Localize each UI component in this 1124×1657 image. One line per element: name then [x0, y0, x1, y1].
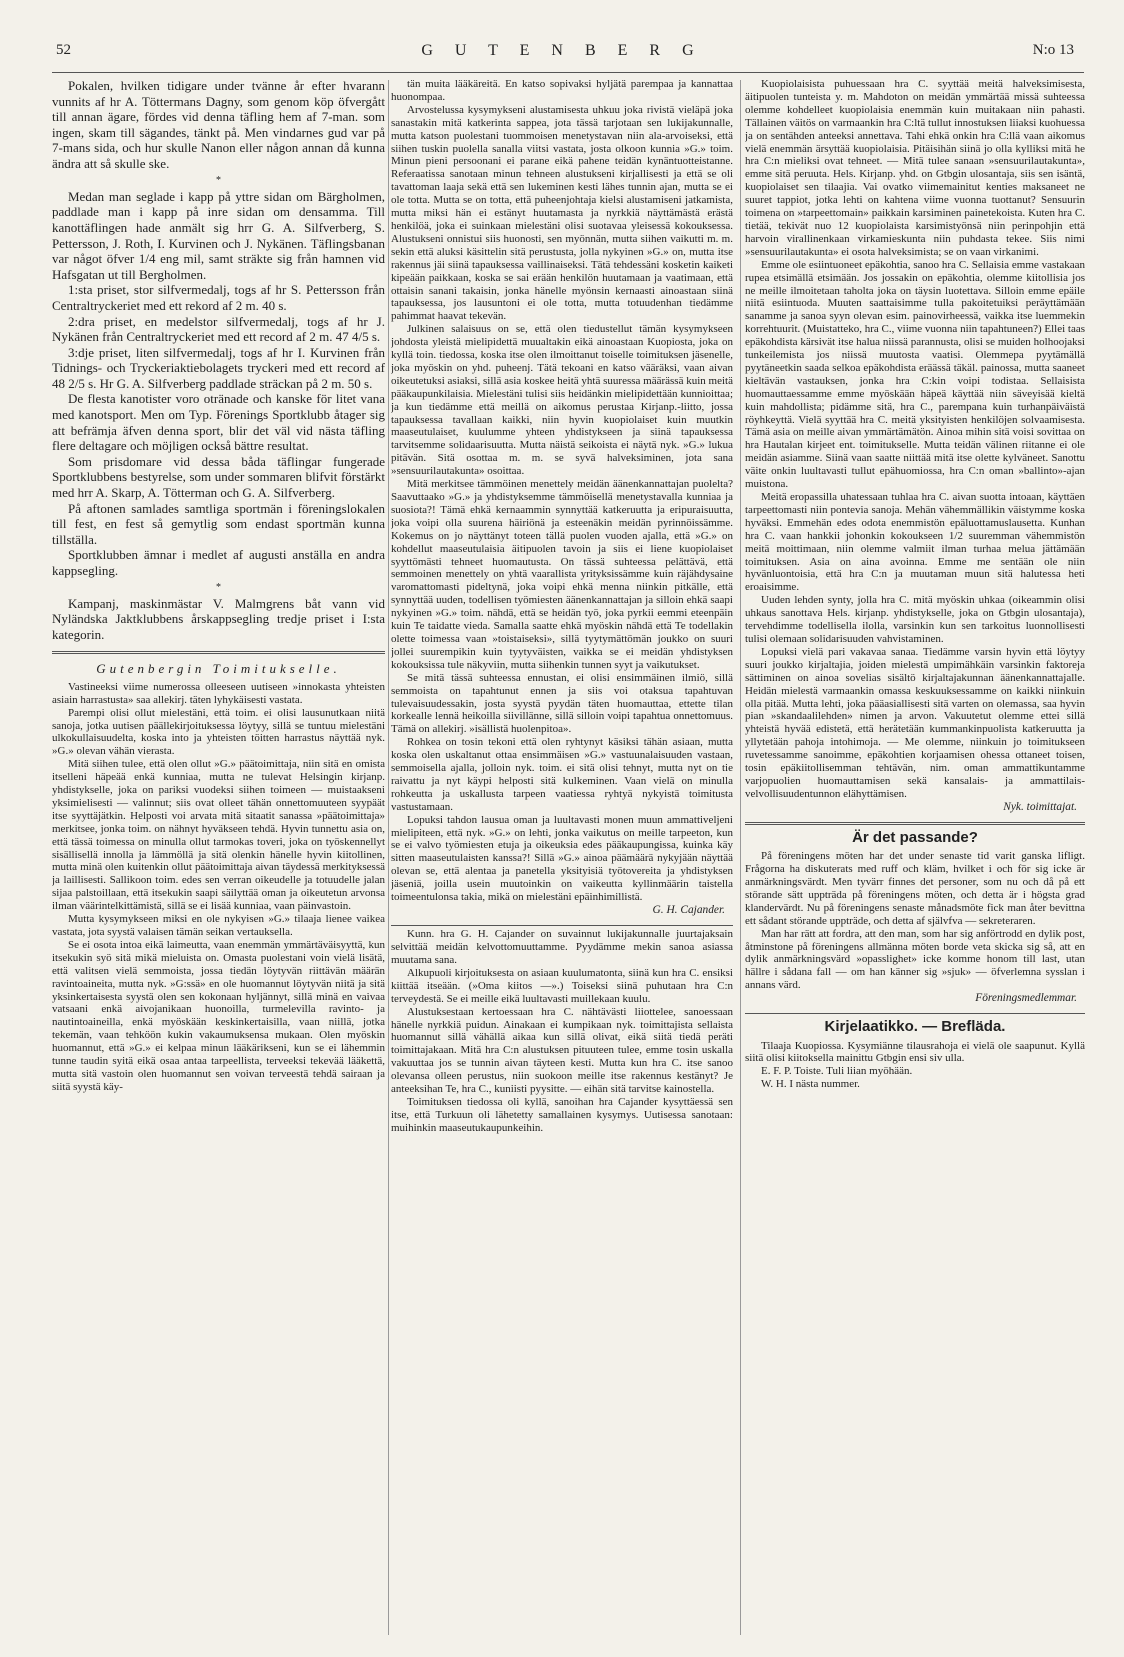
section-rule — [391, 925, 733, 926]
section-star: * — [216, 174, 221, 186]
paragraph: Vastineeksi viime numerossa olleeseen uutiseen »innokasta yhteisten asiain harrastusta» saa allekirj. täten lyhykäisesti vastata. — [52, 680, 385, 706]
paragraph: Alkupuoli kirjoituksesta on asiaan kuulumatonta, siinä kun hra C. ensiksi kiittää itseään. (»Oma kiitos —».) Toiseksi siinä puhutaan hra C:n terveydestä. Se ei meille eikä luultavasti muillekaan kuulu. — [391, 966, 733, 1005]
paragraph: Alustuksestaan kertoessaan hra C. nähtävästi liiottelee, sanoessaan hänelle nyrkkiä puidun. Ainakaan ei kumpikaan nyk. toimittajista sellaista huomannut sillä vähällä aikaa kun sillä olivat, eikä siitä tiedä peräti toimittajakaan. Mitä hra C:n alustuksen pituuteen tulee, emme tosin uskalla vakuuttaa jos se tunnin aivan täyteen kesti. Mutta kun hra C. itse sanoo olevansa olleen perustus, niin suokoon meille itse rakennus kestänyt? Je anteeksihan Te, hra C., kuniisti pyysitte. — eihän sitä tarvitse kainostella. — [391, 1005, 733, 1096]
signature: Föreningsmedlemmar. — [975, 992, 1077, 1005]
paragraph: Sportklubben ämnar i medlet af augusti anställa en andra kappsegling. — [52, 547, 385, 579]
column-divider — [388, 80, 389, 1635]
paragraph: Parempi olisi ollut mielestäni, että toim. ei olisi lausunutkaan niitä sanoja, jotka uutisen päällekirjoituksessa löytyy, sillä se tuntuu mielestäni ulkokullaisuudelta, koska into ja yhteisten töitten harrastus näyttää nyk. »G.» olevan vähän vierasta. — [52, 706, 385, 758]
paragraph: 1:sta priset, stor silfvermedalj, togs af hr S. Pettersson från Centraltryckeriet med ett rekord af 2 m. 40 s. — [52, 282, 385, 313]
paragraph: Uuden lehden synty, jolla hra C. mitä myöskin uhkaa (oikeammin olisi uhkaus sanottava Hels. kirjanp. yhdistykselle, joka on Gtbgin ulosantaja), tervehdimme todellisella ilolla, varsinkin kun sen tarkoitus luonnollisesti tulisi olemaan solidarisuuden vahvistaminen. — [745, 594, 1085, 645]
column-2 — [391, 78, 733, 1638]
paragraph: 2:dra priset, en medelstor silfvermedalj, togs af hr J. Nykänen från Centraltryckeriet med ett record af 2 m. 47 4/5 s. — [52, 313, 385, 345]
paragraph: 3:dje priset, liten silfvermedalj, togs af hr I. Kurvinen från Tidnings- och Tryckeriaktiebolagets tryckeri med ett record af 48 2/5 s. Hr G. A. Silfverberg paddlade sträckan på 2 m. 50 s. — [52, 344, 385, 391]
paragraph: Pokalen, hvilken tidigare under tvänne år efter hvarann vunnits af hr A. Töttermans Dagny, som genom köp öfvergått till annan ägare, fördes vid denna täfling hem af 7-man. som ingen, skam till sägandes, tänkt på. Men vindarnes gud var på 7-mans sida, och hur skulle Nanon eller någon annan då kunna ändra att så skulle ske. — [52, 78, 385, 171]
mailbox-entry: W. H. I nästa nummer. — [761, 1078, 860, 1091]
paragraph: På föreningens möten har det under senaste tid varit ganska lifligt. Frågorna ha diskuterats med ruff och kläm, hvilket i och för sig icke är anmärkningsvärdt. Men tyvärr finnes det personer, som nu och då på ett störande sätt uppträda på föreningens möten, och detta är i högsta grad klandervärdt. Nu på föreningens senaste månadsmöte fick man åter bevittna ett sådant störande uppträde, och detta af självfva — sekreteraren. — [745, 850, 1085, 927]
column-3 — [745, 78, 1085, 1638]
paragraph: Kampanj, maskinmästar V. Malmgrens båt vann vid Nyländska Jaktklubbens årskappsegling tredje priset i I:sta kategorin. — [52, 595, 385, 642]
section-rule — [52, 651, 385, 654]
section-heading: Kirjelaatikko. — Brefläda. — [824, 1018, 1006, 1036]
page-number: 52 — [56, 42, 71, 58]
paragraph: Se ei osota intoa eikä laimeutta, vaan enemmän ymmärtäväisyyttä, kun itsekukin syö sitä mikä mieluista on. Omasta puolestani voin vielä lisätä, että valitsen vielä semmoista, jossa tiedän löytyvän riittävän määrän ravintoaineita, mutta nyk. »G:ssä» en ole huomannut löytyvän niitä ja sitä yksinkertaisesta syystä olen sen kokonaan hyljännyt, sillä minä en vaivaa vatsaani enkä aivojanikaan huonoilla, turmelevilla ravinto- ja nautintoaineilla, enkä myöskään keskinkertaisilla, vaan niillä, jotka tekemän, vaan tehköön kukin vakaumuksensa mukaan. Olen myöskin huomannut, että »G.» ei kelpaa minun lääkärikseni, kun se ei lähemmin tunne taudin syitä eikä osaa antaa tarpeellista, terveeksi tekevää lääkettä, mutta sitä vastoin olen huomannut sen voivan terveestä tehdä sairaan ja siitä syystä käy- — [52, 938, 385, 1093]
paragraph: De flesta kanotister voro otränade och kanske för litet vana med kanotsport. Men om Typ. Förenings Sportklubb åtager sig att befrämja äfven denna sport, blir det väl vid nästa täfling flere deltagare och möjligen också bättre resultat. — [52, 391, 385, 454]
paragraph: Kuopiolaisista puhuessaan hra C. syyttää meitä halveksimisesta, äitipuolen tunteista y. m. Mahdoton on meidän ymmärtää missä suhteessa olemme kohdelleet kuopiolaisia enemmän kuin muitakaan niin pahasti. Tällainen väitös on varmaankin hra C:ltä tullut innostuksen liiaksi kuohuessa ja on sentähden anteeksi annettava. Tahi ehkä onkin hra C:llä vaan aikomus vielä enemmän ärsyttää kuopiolaisia. Pitäisihän siinä jo olla kylliksi mitä he hra C:n mieliksi ovat tehneet. — Mitä tulee sanaan »sensuurilautakunta», emme sitä peruuta. Hels. Kirjanp. yhd. on Gtbgin ulosantaja, siis sen isäntä, kuopiolaiset sen tilaajia. Vai ovatko viimemainitut kenties maksaneet ne suuret tappiot, jotka lehti on kahtena viime vuonna tuottanut? Sensuurin toimena on »tarpeettomain» paikkain karsiminen painetekoista. Kuten hra C. tietää, tekivät nuo 12 kuopiolaista karsimistyönsä niin perinpohjin että harvoin virallinenkaan virkamieskunta niin puhdasta tekee. Siis nimi »sensuurilautakunta» ei osota halveksimista; se on vaan virkanimi. — [745, 78, 1085, 258]
paragraph: Mutta kysymykseen miksi en ole nykyisen »G.» tilaaja lienee vaikea vastata, jota syystä valaisen tämän seikan vertauksella. — [52, 913, 385, 939]
signature: Nyk. toimittajat. — [1003, 800, 1077, 813]
paragraph: Lopuksi tahdon lausua oman ja luultavasti monen muun ammattiveljeni mielipiteen, että nyk. »G.» on lehti, jonka vaikutus on meille tarpeeton, kun se ei valvo työmiesten etuja ja oikeuksia edes pääkaupungissa, kuinka käy sitten maaseutulaisten kanssa?! Sillä »G.» ainoa päämäärä nykyjään näyttää olevan se, että alentaa ja panetella yksityisiä työtovereita ja yhdistyksen jäseniä, joilla usein muutoinkin on vaikeutta kyllinmäärin taistella toimeentulonsa takia, mikä on mielestäni epäinhimillistä. — [391, 813, 733, 904]
paragraph: tän muita lääkäreitä. En katso sopivaksi hyljätä parempaa ja kannattaa huonompaa. — [391, 78, 733, 103]
column-divider — [740, 80, 741, 1635]
paragraph: Julkinen salaisuus on se, että olen tiedustellut tämän kysymykseen johdosta yleistä mielipidettä muualtakin eikä ainoastaan Kuopiosta, joka on kyllä toin. tiedossa, koska itse olen ilmoittanut toiselle toimituksen jäsenelle, joka myöskin on yhd. puheenj. Tätä tekoani en katso vääräksi, vaan aivan oikeutetuksi asiaksi, sillä asia koskee heitä yhtä suuressa määrässä kuin meitä pääkaupunkilaisia. Mielestäni tulisi siis heidänkin mielipidettään kunnioittaa; ja kun tiedämme että meillä on aikomus perustaa Kirjanp.-liitto, jossa tapauksessa tavallaan kaikki, niin hyvin kuopiolaiset kuin muutkin maaseutulaiset, kuulumme yhteen yhdistykseen ja siinä tapauksessa tarvitsemme solidaarisuutta. Mutta näistä seikoista ei näytä nyk. »G.» lukua pitävän. Sitä osottaa m. m. se syvä halveksiminen, jota sana »sensuurilautakunta» osoittaa. — [391, 323, 733, 478]
masthead-title: G U T E N B E R G — [421, 42, 703, 59]
paragraph: Arvostelussa kysymykseni alustamisesta uhkuu joka rivistä vieläpä joka sanastakin mitä katkerinta sappea, jota tässä tarjotaan sen lukijakunnalle, mutta katson puolestani tuommoisen menetystavan niin ala-arvoiseksi, että siihen tuskin puolella sanalla viitsi vastata, josta olkoon kunnia »G.» toim. Minun pieni persoonani ei parane eikä pahene teidän kynäntuotteistanne. Referaatissa sanotaan minun tehneen alustukseni kirjallisesti ja että se oli tavattoman laaja sekä että sen lukeminen kesti lähes tunnin ajan, mutta se ei ole totta. Mutta se on totta, että puheenjohtaja kielsi alustamiseni jatkamista, mutta miksi hän ei estänyt huutamasta ja nyrkkiä näyttämästä erästä henkilöä, joka ei suinkaan mielestäni olisi suotavaa yleisessä kokouksessa. Alustukseni onnistui siis huonosti, sen myönnän, mutta siihen vaikutti m. m. sekin että aluksi käsittelin sitä perustusta, jolla nykyinen »G.» on, mutta itse rakennus jäi siinä tapauksessa vaillinaiseksi. Tätä tehdessäni kosketin kaiketi kipeään paikkaan, koska se sai erään henkilön huutamaan ja vaatimaan, että ottaisin sanani takaisin, jonka hänelle myönsin kernaasti ainoastaan siinä tapauksessa, jos lausuntoni ei ole totta, mutta totuudenhan tiedämme pahimmat haavat tekevän. — [391, 103, 733, 323]
issue-number: N:o 13 — [1032, 42, 1074, 58]
section-heading: Är det passande? — [852, 828, 978, 846]
paragraph: Som prisdomare vid dessa båda täflingar fungerade Sportklubbens bestyrelse, som under sommaren blifvit förstärkt med hrr A. Skarp, A. Tötterman och G. A. Silfverberg. — [52, 453, 385, 501]
section-star: * — [216, 581, 221, 593]
paragraph: Medan man seglade i kapp på yttre sidan om Bärgholmen, paddlade man i kapp på inre sidan om densamma. Till kanottäflingen hade anmält sig hrr G. A. Silfverberg, S. Pettersson, J. Roth, I. Kurvinen och J. Nykänen. Täflingsbanan var något öfver 1/4 eng mil, samt sträkte sig från hamnen vid Hafsgatan ut till Bergholmen. — [52, 188, 385, 282]
paragraph: Mitä siihen tulee, että olen ollut »G.» päätoimittaja, niin sitä en omista itselleni häpeää enkä kunniaa, mutta ne tulevat Helsingin kirjanp. yhdistykselle, joka on pariksi vuodeksi siihen toimeen — muistaakseni yksimielisesti — valinnut; siis ovat olleet tähän onnettomuuteen syypäät itse syyttäjätkin. Helposti voi arvata mitä sitaatit sanassa »päätoimittaja» merkitsee, jonka toim. on nähnyt hyväkseen tehdä. Hyvin tunnettu asia on, että tässä toimessa on minulla ollut tarmokas toveri, joka on työskennellyt sisällisellä innolla ja lämmöllä ja sitä olenkin hänelle hyvin kiitollinen, mutta minä olen kuitenkin ollut päätoimittaja aivan täydessä merkityksessä ja laillisesti. Sallikoon toim. edes sen verran oikeudelle ja totuudelle jalan sijaa palstoillaan, että itsekukin saapi säilyttää oman ja oikeutetun arvonsa ilman väärintelkittämistä, sillä se ei lisää kunniaa, vaan päinvastoin. — [52, 758, 385, 913]
signature: G. H. Cajander. — [652, 904, 725, 916]
paragraph: Lopuksi vielä pari vakavaa sanaa. Tiedämme varsin hyvin että löytyy suuri joukko kirjaltajia, joiden mielestä umpimähkäin varsinkin faktoreja sättiminen on ainoa sovelias sisältö kirjaltajakunnan äänenkannattajalle. Heidän mielestä varmaankin omassa keskuuksessamme on kaikki niinkuin olla pitää. Mutta lehti, joka pääasiallisesti sitä varten on olemassa, saa hyvin pian »skandaalilehden» nimen ja arvon. Vakuutetut olemme ettei sillä yhteistä hyvää edistetä, että herätetään kummankinpuolista katkeruutta ja yllytetään pahoja intohimoja. — Me olemme, niinkuin jo toimitukseen ruvetessamme sanoimme, epäkohtien korjaamisen ohessa ottaneet toisen, tosin epäkiitollisemman tehtävän, nim. oman ammattikuntamme varjopuolien huomauttamisen sekä kansalais- ja ammattilais-velvollisuudentunnon elähyttämisen. — [745, 645, 1085, 800]
paragraph: Meitä eropassilla uhatessaan tuhlaa hra C. aivan suotta intoaan, käyttäen tarpeettomasti niin pontevia sanoja. Mehän vähemmällikin väistymme koska hyväksi. Emmehän edes odota enemmistön epäluottamuslausetta. Kunhan hra C. vaan hankkii johonkin kokoukseen 1/2 suuremman vähemmistön meitä moittimaan, niin olemme valmiit ilman turhaa melua jättämään toimituksen. Asia on aina avoinna. Emme me sentään ole niin hyvänluontoisia, että hra C:n ja muutaman muun sitä halutessa heti eroaisimme. — [745, 491, 1085, 594]
mailbox-entry: E. F. P. Toiste. Tuli liian myöhään. — [761, 1065, 913, 1078]
section-rule — [745, 1013, 1085, 1014]
column-1 — [52, 78, 385, 1638]
section-heading: Gutenbergin Toimitukselle. — [96, 660, 341, 676]
paragraph: Kunn. hra G. H. Cajander on suvainnut lukijakunnalle juurtajaksain selvittää meidän kelvottomuuttamme. Pyydämme mekin sanoa asiassa muutama sana. — [391, 928, 733, 967]
paragraph: Man har rätt att fordra, att den man, som har sig anförtrodd en dylik post, åtminstone på föreningens allmänna möten borde veta skicka sig så, att en dylik anmärkningsvärd »opasslighet» icke komme honom till last, utan hällre i sådana fall — om han känner sig »sjuk» — öfverlemna sysslan i annans värd. — [745, 927, 1085, 992]
section-rule — [745, 822, 1085, 825]
paragraph: Toimituksen tiedossa oli kyllä, sanoihan hra Cajander kysyttäessä sen itse, että Turkuun oli lähetetty samallainen kysymys. Uutisessa sanotaan: muihinkin maaseutukaupunkeihin. — [391, 1095, 733, 1134]
paragraph: Mitä merkitsee tämmöinen menettely meidän äänenkannattajan puolelta? Saavuttaako »G.» ja yhdistyksemme tämmöisellä menetystavalla kunniaa ja suosiota?! Tämä ehkä kernaammin synnyttää katkeruutta ja eripuraisuutta, joka voipi olla suurena häiriönä ja esteenäkin meidän pyrinnöissämme. Kokemus on jo näyttänyt toteen tällä puolen vuoden ajalla, että »G.» on kohdellut maaseutulaisia äitipuolen tavoin ja siis ei liene kuopiolaiset syyttömästi tehneet huomautusta. On tässä suhteessa pelättävä, että semmoinen menettely on yhtä vaarallista yrityksissämme kuin räjähdysaine varomattomasti pideltynä, joka voipi ehkä menna niinkin pitkälle, että synnyttää uuden, todellisen työmiesten äänenkannattajan ja silloin ehkä saapi nykyinen »G.» toim. nähdä, että se heidän työ, joka pyrkii eemmi eteenpäin kuin Te taidatte vieda. Samalla saatte ehkä myöskin nähdä että Te todellakin olette toimessa vaan »toistaiseksi», sillä tyytymättömän joukko on suuri jollei suurempikin kuin tyytyväisten, vaikka se ei meidän yhdistyksen kokouksissa tule näkyviin, mutta siihenkin tunnen syyt ja vaikutukset. — [391, 478, 733, 671]
mailbox-entry: Tilaaja Kuopiossa. Kysymiänne tilausrahoja ei vielä ole saapunut. Kyllä siitä olisi kiitoksella mainittu Gtbgin ensi siv ulla. — [745, 1039, 1085, 1065]
paragraph: Se mitä tässä suhteessa ennustan, ei olisi ensimmäinen ilmiö, sillä semmoista on tapahtunut ennen ja siis voi otaksua tapahtuvan tulevaisuudessakin, josta syystä pyydän täten huomauttaa, ettette tilan korkealle lennä heikoilla siivillänne, sillä silloin voipi tapahtua onnettomuus. Tämä on allekirj. »isällistä huolenpitoa». — [391, 671, 733, 736]
paragraph: På aftonen samlades samtliga sportmän i föreningslokalen till fest, en fest så gemytlig som endast sportmän kunna tillställa. — [52, 500, 385, 547]
paragraph: Rohkea on tosin tekoni että olen ryhtynyt käsiksi tähän asiaan, mutta koska olen uskaltanut ottaa ensimmäisen »G.» vastuunalaisuuden vastaan, semmoisella ajalla, jolloin nyk. toim. ei sitä olisi tehnyt, mutta nyt on tie raivattu ja nyt käypi helposti sitä kulkeminen. Vaan vielä on minulla rohkeutta ja uskallusta tarpeen vaatiessa ryhtyä nykyistä toimitusta vastustamaan. — [391, 736, 733, 813]
paragraph: Emme ole esiintuoneet epäkohtia, sanoo hra C. Sellaisia emme vastakaan rupea etsimällä etsimään. Jos jossakin on epäkohtia, olemme kiitollisia jos ne meille ilmoitetaan taholta joka on täysin luotettava. Silloin emme epäile niitä esiintuoda. Muuten saattaisimme tulla pakoitetuiksi peräyttämään sanamme ja sanoa syyn olevan esim. painovirheessä, vaikka itse luemmekin korrehtuurit. (Muistatteko, hra C., viime vuonna niin tapahtuneen?) Ellei taas epäkohdista kärsivät itse halua niissä parannusta, olisi se muiden holhoojaksi tunkeilemista jos niissä muutosta vaatisi. Olemmepa pyytämällä pyytäneetkin saada selkoa epäkohdista eräässä täkäl. painossa, mutta saaneet kieltävän vastauksen, jonka hra C:kin voipi todistaa. Sellaisista huomauttaessamme emme myöskään häpeä käyttää niin säveyisää kieltä kuin mahdollista; pidämme sitä, hra C., parempana kuin turhanpäiväistä röyhkeyttä. Vielä syyttää hra C. meitä yksityisten henkilöjen solvaamisesta. Tämä asia on meille aivan ymmärtämätön. Ainoa mihin sitä voisi sovittaa on hra Hautalan kirjeet ent. toimitukselle. Mutta teidän välinen riitanne ei ole meidän asiamme. Siinä vaan saatte niittää mitä itse olette kylväneet. Sanottu väite onkin luultavasti tullut epähuomiossa, hra C:n oman »ballinto»-ajan muistona. — [745, 258, 1085, 491]
header-rule — [52, 72, 1084, 73]
